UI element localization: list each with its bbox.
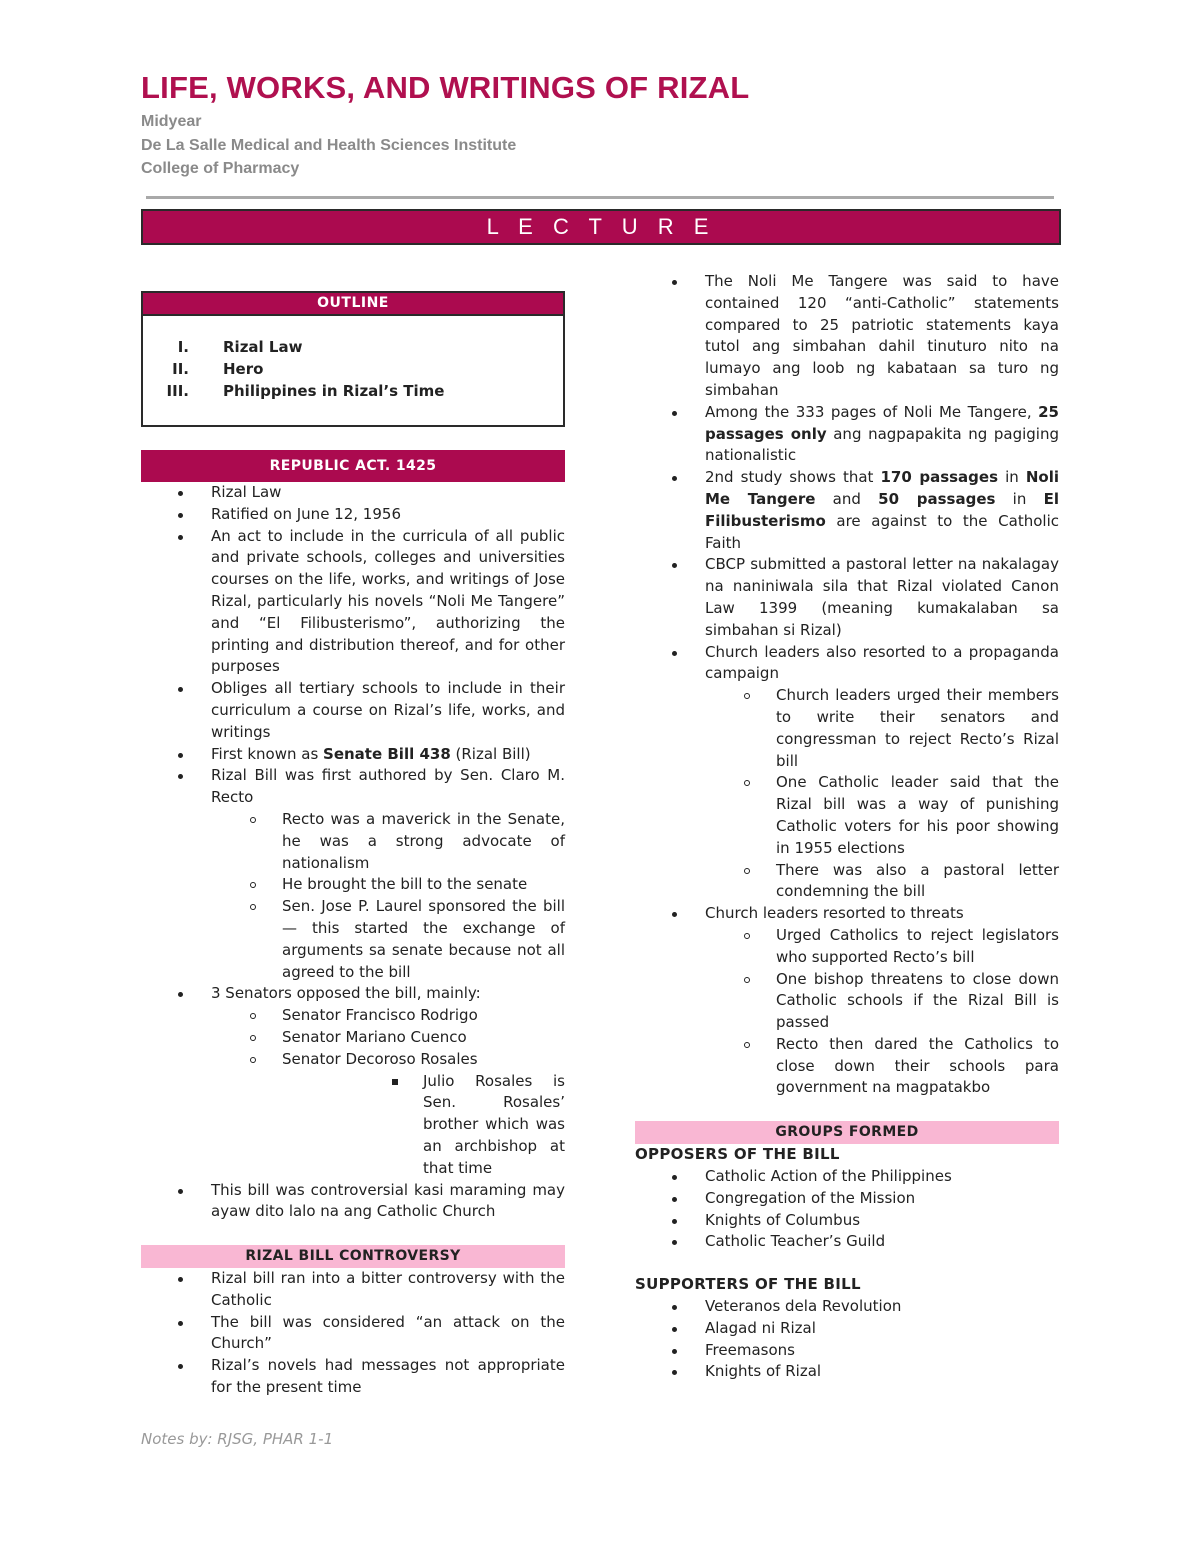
- list-item: Freemasons: [635, 1340, 1059, 1362]
- outline-list: [143, 316, 563, 402]
- controversy-heading: RIZAL BILL CONTROVERSY: [141, 1245, 565, 1268]
- text-run: 2nd study shows that: [705, 468, 881, 487]
- sub-list: [635, 685, 1059, 903]
- text-run: Among the 333 pages of Noli Me Tangere,: [705, 402, 1039, 421]
- list-item: [635, 402, 1059, 467]
- outline-num: II.: [172, 360, 189, 378]
- outline-heading: OUTLINE: [143, 293, 563, 316]
- list-item: The Noli Me Tangere was said to have contained 120 “anti-Catholic” statements compared to 25 patriotic statements kaya tutol ang simbahan dahil tinuturo nito na lumayo ang loob ng kabataan sa turo ng simbahan: [635, 271, 1059, 402]
- opposers-list: [635, 1166, 1059, 1253]
- left-column: [141, 291, 565, 1399]
- list-item: Knights of Rizal: [635, 1361, 1059, 1383]
- sub-list-item: One bishop threatens to close down Catholic schools if the Rizal Bill is passed: [705, 969, 1059, 1034]
- bold-run: El Filibusterismo: [705, 489, 1060, 530]
- bold-run: Noli Me Tangere: [705, 468, 1059, 508]
- college-label: College of Pharmacy: [141, 160, 300, 177]
- lecture-banner: L E C T U R E: [141, 209, 1061, 245]
- outline-box: [141, 291, 565, 427]
- outline-label: Philippines in Rizal’s Time: [223, 382, 445, 400]
- opposers-label: OPPOSERS OF THE BILL: [635, 1145, 840, 1164]
- right-column: [635, 271, 1059, 1383]
- sub-list: [141, 1005, 565, 1179]
- text-run: Rizal Bill was first authored by Sen. Claro M. Recto: [211, 766, 565, 807]
- list-item: CBCP submitted a pastoral letter na nakalagay na naniniwala sila that Rizal violated Canon Law 1399 (meaning kumakalaban sa simbahan si Rizal): [635, 554, 1059, 641]
- list-item: [141, 983, 565, 1179]
- sub-list-item: Recto then dared the Catholics to close down their schools para government na magpatakbo: [705, 1034, 1059, 1099]
- sub-list-item: Senator Francisco Rodrigo: [211, 1005, 565, 1027]
- text-run: ang nagpapakita ng pagiging nationalistic: [705, 424, 1059, 465]
- republic-act-heading: REPUBLIC ACT. 1425: [141, 450, 565, 482]
- sub-list-item: Sen. Jose P. Laurel sponsored the bill — this started the exchange of arguments sa senate because not all agreed to the bill: [211, 896, 565, 983]
- outline-label: Rizal Law: [223, 338, 303, 356]
- bold-run: 170 passages: [880, 468, 999, 487]
- sub-sub-list-item: Julio Rosales is Sen. Rosales’ brother which was an archbishop at that time: [352, 1071, 565, 1180]
- text-run: (Rizal Bill): [450, 744, 531, 763]
- text-run: are against to the Catholic Faith: [705, 511, 1059, 552]
- list-item: Rizal bill ran into a bitter controversy with the Catholic: [141, 1268, 565, 1312]
- groups-heading: GROUPS FORMED: [635, 1121, 1059, 1144]
- text-run: Church leaders also resorted to a propaganda campaign: [705, 642, 1059, 683]
- text-run: 3 Senators opposed the bill, mainly:: [211, 984, 481, 1003]
- list-item: Rizal’s novels had messages not appropriate for the present time: [141, 1355, 565, 1399]
- sub-list-item: Church leaders urged their members to write their senators and congressman to reject Recto’s Rizal bill: [705, 685, 1059, 772]
- list-item: An act to include in the curricula of all public and private schools, colleges and universities courses on the life, works, and writings of Jose Rizal, particularly his novels “Noli Me Tangere” and “El Filibusterismo”, authorizing the printing and distribution thereof, and for other purposes: [141, 526, 565, 679]
- list-item: Rizal Law: [141, 482, 565, 504]
- senate-bill-label: Senate Bill 438: [323, 744, 451, 763]
- outline-item: [143, 336, 563, 358]
- list-item: [141, 744, 565, 766]
- sub-list: [635, 925, 1059, 1099]
- list-item: [141, 765, 565, 983]
- text-run: in: [998, 468, 1026, 487]
- list-item: [635, 467, 1059, 554]
- list-item: Congregation of the Mission: [635, 1188, 1059, 1210]
- outline-num: I.: [177, 338, 189, 356]
- sub-sub-list: [211, 1071, 565, 1180]
- list-item: Catholic Action of the Philippines: [635, 1166, 1059, 1188]
- outline-label: Hero: [223, 360, 264, 378]
- sub-list-item: Senator Mariano Cuenco: [211, 1027, 565, 1049]
- outline-item: [143, 358, 563, 380]
- list-item: The bill was considered “an attack on the Church”: [141, 1312, 565, 1356]
- footer-note: Notes by: RJSG, PHAR 1-1: [141, 1430, 334, 1448]
- sub-list-item: There was also a pastoral letter condemning the bill: [705, 860, 1059, 904]
- header-divider: [146, 196, 1054, 199]
- sub-list-item: [211, 1049, 565, 1180]
- text-run: First known as: [211, 744, 324, 763]
- list-item: Obliges all tertiary schools to include in their curriculum a course on Rizal’s life, works, and writings: [141, 678, 565, 743]
- bold-run: 25 passages only: [705, 402, 1059, 443]
- text-run: in: [995, 489, 1044, 508]
- list-item: Alagad ni Rizal: [635, 1318, 1059, 1340]
- list-item: Catholic Teacher’s Guild: [635, 1231, 1059, 1253]
- bold-run: 50 passages: [878, 489, 996, 508]
- controversy-list: [141, 1268, 565, 1399]
- sub-list-item: He brought the bill to the senate: [211, 874, 565, 896]
- controversy-details-list: [635, 271, 1059, 1099]
- institution-label: De La Salle Medical and Health Sciences Institute: [141, 137, 517, 154]
- supporters-list: [635, 1296, 1059, 1383]
- text-run: and: [815, 489, 879, 508]
- list-item: [635, 903, 1059, 1099]
- text-run: Senator Decoroso Rosales: [282, 1049, 478, 1068]
- outline-num: III.: [166, 382, 189, 400]
- list-item: Veteranos dela Revolution: [635, 1296, 1059, 1318]
- list-item: This bill was controversial kasi maraming may ayaw dito lalo na ang Catholic Church: [141, 1180, 565, 1224]
- term-label: Midyear: [141, 113, 202, 130]
- sub-list-item: Urged Catholics to reject legislators who supported Recto’s bill: [705, 925, 1059, 969]
- sub-list: [141, 809, 565, 983]
- list-item: Knights of Columbus: [635, 1210, 1059, 1232]
- outline-item: [143, 380, 563, 402]
- list-item: Ratified on June 12, 1956: [141, 504, 565, 526]
- text-run: Church leaders resorted to threats: [705, 904, 964, 923]
- sub-list-item: Recto was a maverick in the Senate, he was a strong advocate of nationalism: [211, 809, 565, 874]
- list-item: [635, 642, 1059, 904]
- document-title: LIFE, WORKS, AND WRITINGS OF RIZAL: [141, 70, 750, 105]
- republic-act-list: [141, 482, 565, 1223]
- supporters-label: SUPPORTERS OF THE BILL: [635, 1275, 861, 1294]
- sub-list-item: One Catholic leader said that the Rizal bill was a way of punishing Catholic voters for his poor showing in 1955 elections: [705, 772, 1059, 859]
